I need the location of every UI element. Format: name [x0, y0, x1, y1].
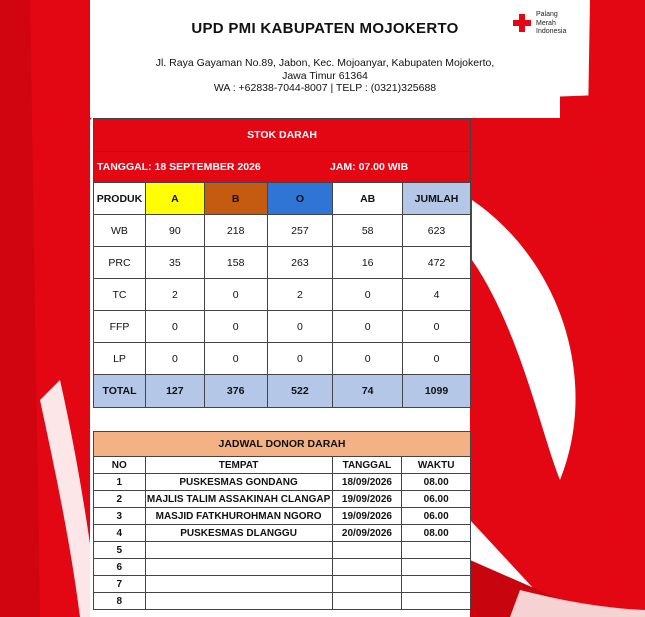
stock-total-row: TOTAL 127 376 522 74 1099 — [94, 375, 471, 408]
pmi-logo — [512, 10, 582, 40]
col-b: B — [204, 183, 267, 215]
stock-time: JAM: 07.00 WIB — [330, 161, 409, 173]
contact-line: WA : +62838-7044-8007 | TELP : (0321)325688 — [213, 82, 437, 94]
table-row: 8 — [94, 593, 471, 610]
table-row: 2 MAJLIS TALIM ASSAKINAH CLANGAP 19/09/2026 06.00 — [94, 491, 471, 508]
table-row: FFP 0 0 0 0 0 — [94, 311, 471, 343]
stock-date-time-row — [94, 152, 471, 183]
col-ab: AB — [333, 183, 403, 215]
col-jumlah: JUMLAH — [403, 183, 471, 215]
logo-text: Palang Merah Indonesia — [536, 11, 567, 35]
col-o: O — [267, 183, 333, 215]
table-row: PRC 35 158 263 16 472 — [94, 247, 471, 279]
blood-stock-table — [93, 118, 471, 408]
table-row: WB 90 218 257 58 623 — [94, 215, 471, 247]
address-line-1: Jl. Raya Gayaman No.89, Jabon, Kec. Mojoanyar, Kabupaten Mojokerto, — [155, 57, 495, 69]
stock-header-row — [94, 183, 471, 215]
address-block — [90, 57, 560, 95]
table-row: 5 — [94, 542, 471, 559]
donor-schedule-table — [93, 431, 471, 610]
table-row: 1 PUSKESMAS GONDANG 18/09/2026 08.00 — [94, 474, 471, 491]
col-produk: PRODUK — [94, 183, 146, 215]
organization-title: UPD PMI KABUPATEN MOJOKERTO — [191, 20, 459, 37]
address-line-2: Jawa Timur 61364 — [282, 69, 368, 82]
table-row: 7 — [94, 576, 471, 593]
col-a: A — [145, 183, 204, 215]
stock-title: STOK DARAH — [94, 119, 471, 152]
table-row: 3 MASJID FATKHUROHMAN NGORO 19/09/2026 06.00 — [94, 508, 471, 525]
table-row: LP 0 0 0 0 0 — [94, 343, 471, 375]
table-row: TC 2 0 2 0 4 — [94, 279, 471, 311]
table-row: 6 — [94, 559, 471, 576]
letterhead — [90, 0, 560, 118]
schedule-title: JADWAL DONOR DARAH — [94, 432, 471, 457]
table-row: 4 PUSKESMAS DLANGGU 20/09/2026 08.00 — [94, 525, 471, 542]
schedule-header-row: NO TEMPAT TANGGAL WAKTU — [94, 457, 471, 474]
red-cross-icon — [512, 13, 532, 33]
stock-date: TANGGAL: 18 SEPTEMBER 2026 — [97, 161, 261, 173]
